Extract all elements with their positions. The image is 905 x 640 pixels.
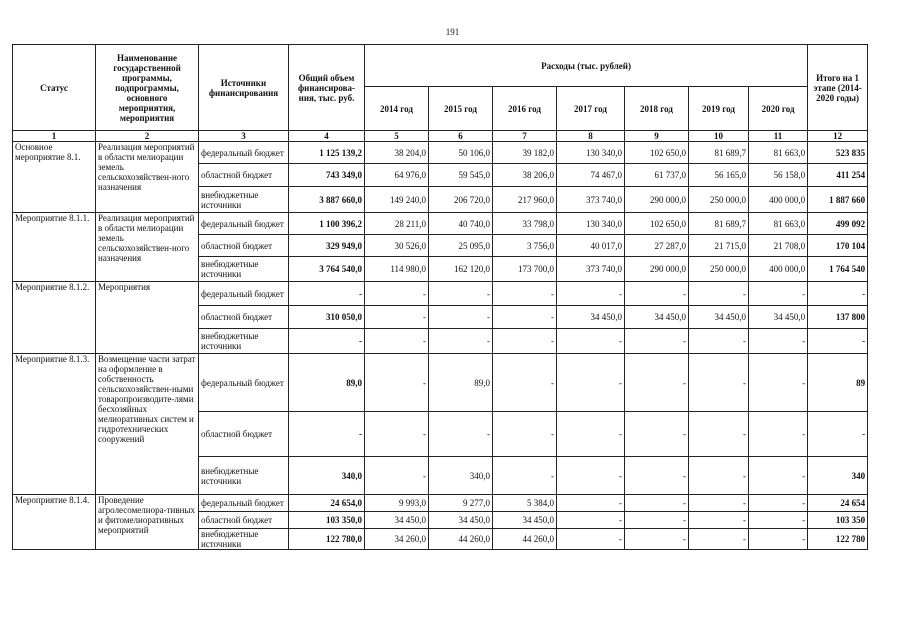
year-amount: - [493, 282, 557, 306]
total-amount: - [289, 282, 365, 306]
year-amount: - [557, 529, 625, 550]
year-amount: 81 663,0 [749, 213, 808, 235]
year-amount: 44 260,0 [429, 529, 493, 550]
year-amount: - [365, 354, 429, 412]
year-amount: - [689, 329, 749, 354]
total-amount: 89,0 [289, 354, 365, 412]
final-amount: 103 350 [808, 512, 868, 529]
year-amount: - [557, 495, 625, 512]
year-amount: 250 000,0 [689, 187, 749, 213]
total-amount: 3 887 660,0 [289, 187, 365, 213]
year-amount: 5 384,0 [493, 495, 557, 512]
final-amount: 340 [808, 457, 868, 495]
year-amount: 290 000,0 [625, 257, 689, 282]
year-amount: - [365, 412, 429, 457]
column-number: 10 [689, 131, 749, 142]
final-amount: 523 835 [808, 142, 868, 164]
year-amount: 81 689,7 [689, 142, 749, 164]
funding-source: областной бюджет [199, 164, 289, 187]
year-amount: 40 017,0 [557, 235, 625, 257]
funding-source: внебюджетные источники [199, 529, 289, 550]
year-amount: - [749, 512, 808, 529]
year-amount: 34 450,0 [557, 306, 625, 329]
row-name: Реализация мероприятий в области мелиорации земель сельскохозяйствен-ного назначения [96, 213, 199, 282]
year-amount: - [557, 412, 625, 457]
final-amount: 411 254 [808, 164, 868, 187]
total-amount: 329 949,0 [289, 235, 365, 257]
funding-source: внебюджетные источники [199, 257, 289, 282]
year-amount: - [557, 282, 625, 306]
year-amount: - [365, 457, 429, 495]
year-amount: 206 720,0 [429, 187, 493, 213]
year-amount: 3 756,0 [493, 235, 557, 257]
header-year-3: 2017 год [557, 87, 625, 131]
year-amount: 61 737,0 [625, 164, 689, 187]
year-amount: 217 960,0 [493, 187, 557, 213]
final-amount: - [808, 329, 868, 354]
table-row [13, 213, 868, 235]
year-amount: 38 204,0 [365, 142, 429, 164]
year-amount: 81 663,0 [749, 142, 808, 164]
table-row [13, 142, 868, 164]
year-amount: 102 650,0 [625, 142, 689, 164]
row-status: Мероприятие 8.1.2. [13, 282, 96, 354]
year-amount: 25 095,0 [429, 235, 493, 257]
year-amount: - [689, 512, 749, 529]
funding-source: областной бюджет [199, 306, 289, 329]
year-amount: 33 798,0 [493, 213, 557, 235]
year-amount: - [557, 329, 625, 354]
total-amount: 1 100 396,2 [289, 213, 365, 235]
year-amount: - [493, 412, 557, 457]
year-amount: 250 000,0 [689, 257, 749, 282]
final-amount: 1 887 660 [808, 187, 868, 213]
total-amount: 24 654,0 [289, 495, 365, 512]
header-name: Наименование государственной программы, подпрограммы, основного мероприятия, мероприятия [96, 45, 199, 131]
column-number: 2 [96, 131, 199, 142]
total-amount: - [289, 329, 365, 354]
year-amount: 40 740,0 [429, 213, 493, 235]
funding-source: федеральный бюджет [199, 354, 289, 412]
year-amount: - [749, 329, 808, 354]
final-amount: - [808, 282, 868, 306]
year-amount: 74 467,0 [557, 164, 625, 187]
funding-source: федеральный бюджет [199, 282, 289, 306]
header-expenses: Расходы (тыс. рублей) [365, 45, 808, 87]
year-amount: - [689, 529, 749, 550]
budget-table [12, 44, 868, 550]
year-amount: - [689, 457, 749, 495]
year-amount: - [429, 306, 493, 329]
header-total: Общий объем финансирова-ния, тыс. руб. [289, 45, 365, 131]
year-amount: - [365, 306, 429, 329]
year-amount: - [625, 282, 689, 306]
year-amount: 38 206,0 [493, 164, 557, 187]
year-amount: 21 708,0 [749, 235, 808, 257]
total-amount: 3 764 540,0 [289, 257, 365, 282]
year-amount: 59 545,0 [429, 164, 493, 187]
year-amount: - [625, 329, 689, 354]
year-amount: 173 700,0 [493, 257, 557, 282]
row-name: Мероприятия [96, 282, 199, 354]
header-year-5: 2019 год [689, 87, 749, 131]
year-amount: 64 976,0 [365, 164, 429, 187]
year-amount: 373 740,0 [557, 187, 625, 213]
final-amount: 499 092 [808, 213, 868, 235]
year-amount: 44 260,0 [493, 529, 557, 550]
year-amount: - [749, 495, 808, 512]
year-amount: - [749, 457, 808, 495]
year-amount: - [557, 354, 625, 412]
column-number: 7 [493, 131, 557, 142]
final-amount: 137 800 [808, 306, 868, 329]
column-number: 6 [429, 131, 493, 142]
total-amount: 1 125 139,2 [289, 142, 365, 164]
total-amount: 310 050,0 [289, 306, 365, 329]
year-amount: - [493, 457, 557, 495]
year-amount: - [493, 354, 557, 412]
year-amount: - [557, 512, 625, 529]
column-number: 5 [365, 131, 429, 142]
year-amount: - [429, 329, 493, 354]
year-amount: 9 277,0 [429, 495, 493, 512]
header-sources: Источники финансирования [199, 45, 289, 131]
header-year-0: 2014 год [365, 87, 429, 131]
final-amount: 1 764 540 [808, 257, 868, 282]
year-amount: 21 715,0 [689, 235, 749, 257]
funding-source: федеральный бюджет [199, 213, 289, 235]
year-amount: 39 182,0 [493, 142, 557, 164]
header-year-1: 2015 год [429, 87, 493, 131]
funding-source: областной бюджет [199, 512, 289, 529]
year-amount: - [625, 412, 689, 457]
year-amount: 56 165,0 [689, 164, 749, 187]
year-amount: 34 450,0 [493, 512, 557, 529]
row-name: Реализация мероприятий в области мелиорации земель сельскохозяйствен-ного назначения [96, 142, 199, 213]
table-row [13, 354, 868, 412]
year-amount: - [749, 529, 808, 550]
year-amount: - [689, 282, 749, 306]
year-amount: 34 450,0 [365, 512, 429, 529]
year-amount: 373 740,0 [557, 257, 625, 282]
year-amount: 56 158,0 [749, 164, 808, 187]
funding-source: областной бюджет [199, 235, 289, 257]
year-amount: 149 240,0 [365, 187, 429, 213]
final-amount: 170 104 [808, 235, 868, 257]
year-amount: - [493, 329, 557, 354]
year-amount: - [493, 306, 557, 329]
header-status: Статус [13, 45, 96, 131]
column-number: 4 [289, 131, 365, 142]
total-amount: 103 350,0 [289, 512, 365, 529]
year-amount: - [625, 354, 689, 412]
year-amount: 130 340,0 [557, 213, 625, 235]
year-amount: - [625, 512, 689, 529]
year-amount: - [749, 354, 808, 412]
header-final: Итого на 1 этапе (2014-2020 годы) [808, 45, 868, 131]
funding-source: внебюджетные источники [199, 457, 289, 495]
year-amount: - [749, 412, 808, 457]
year-amount: 114 980,0 [365, 257, 429, 282]
year-amount: 34 450,0 [429, 512, 493, 529]
year-amount: 30 526,0 [365, 235, 429, 257]
year-amount: 34 260,0 [365, 529, 429, 550]
row-name: Проведение агролесомелиора-тивных и фитомелиоративных мероприятий [96, 495, 199, 550]
total-amount: 122 780,0 [289, 529, 365, 550]
year-amount: 50 106,0 [429, 142, 493, 164]
year-amount: - [557, 457, 625, 495]
column-number: 3 [199, 131, 289, 142]
row-status: Мероприятие 8.1.4. [13, 495, 96, 550]
funding-source: внебюджетные источники [199, 329, 289, 354]
row-name: Возмещение части затрат на оформление в собственность сельскохозяйствен-ными товаропроизводите-лями бесхозяйных мелиоративных систем и гидротехнических сооружений [96, 354, 199, 495]
page-number: 191 [445, 27, 460, 37]
funding-source: областной бюджет [199, 412, 289, 457]
year-amount: - [365, 282, 429, 306]
year-amount: 9 993,0 [365, 495, 429, 512]
year-amount: 34 450,0 [749, 306, 808, 329]
year-amount: - [749, 282, 808, 306]
final-amount: 89 [808, 354, 868, 412]
year-amount: - [625, 529, 689, 550]
final-amount: 122 780 [808, 529, 868, 550]
year-amount: - [625, 495, 689, 512]
funding-source: федеральный бюджет [199, 495, 289, 512]
row-status: Мероприятие 8.1.3. [13, 354, 96, 495]
year-amount: 34 450,0 [689, 306, 749, 329]
year-amount: - [689, 495, 749, 512]
year-amount: 162 120,0 [429, 257, 493, 282]
year-amount: 340,0 [429, 457, 493, 495]
column-number: 12 [808, 131, 868, 142]
column-number: 8 [557, 131, 625, 142]
year-amount: 28 211,0 [365, 213, 429, 235]
year-amount: - [429, 282, 493, 306]
year-amount: 102 650,0 [625, 213, 689, 235]
row-status: Мероприятие 8.1.1. [13, 213, 96, 282]
total-amount: - [289, 412, 365, 457]
final-amount: - [808, 412, 868, 457]
year-amount: 34 450,0 [625, 306, 689, 329]
year-amount: 400 000,0 [749, 187, 808, 213]
table-row [13, 495, 868, 512]
year-amount: - [689, 412, 749, 457]
funding-source: федеральный бюджет [199, 142, 289, 164]
total-amount: 743 349,0 [289, 164, 365, 187]
column-number: 11 [749, 131, 808, 142]
row-status: Основное мероприятие 8.1. [13, 142, 96, 213]
header-year-4: 2018 год [625, 87, 689, 131]
header-year-6: 2020 год [749, 87, 808, 131]
final-amount: 24 654 [808, 495, 868, 512]
year-amount: 400 000,0 [749, 257, 808, 282]
funding-source: внебюджетные источники [199, 187, 289, 213]
column-number: 1 [13, 131, 96, 142]
year-amount: - [365, 329, 429, 354]
column-number: 9 [625, 131, 689, 142]
table-row [13, 282, 868, 306]
year-amount: 290 000,0 [625, 187, 689, 213]
year-amount: - [429, 412, 493, 457]
header-year-2: 2016 год [493, 87, 557, 131]
year-amount: - [625, 457, 689, 495]
total-amount: 340,0 [289, 457, 365, 495]
year-amount: 89,0 [429, 354, 493, 412]
year-amount: 130 340,0 [557, 142, 625, 164]
year-amount: 81 689,7 [689, 213, 749, 235]
year-amount: 27 287,0 [625, 235, 689, 257]
year-amount: - [689, 354, 749, 412]
